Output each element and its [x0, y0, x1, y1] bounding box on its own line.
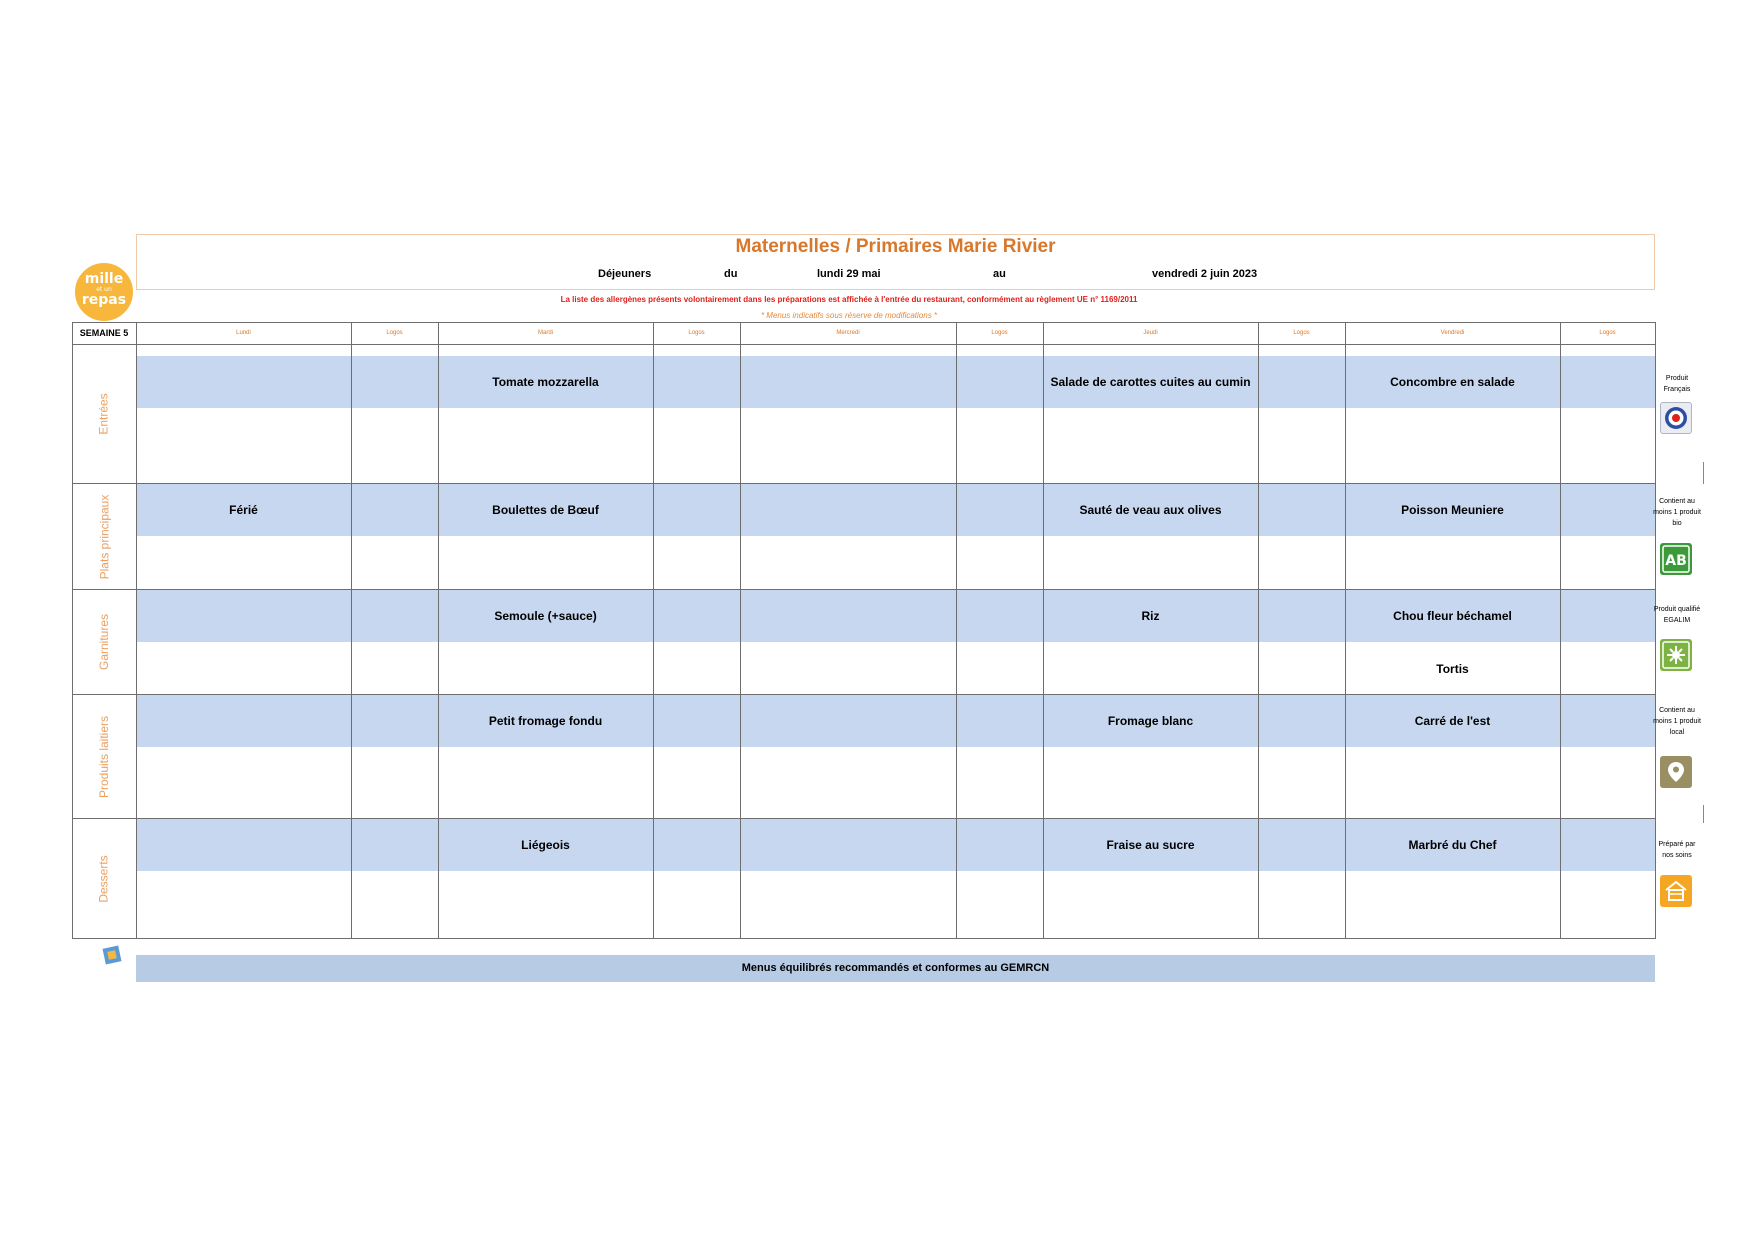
- category-label: Garnitures: [97, 613, 111, 671]
- divider: [1703, 462, 1704, 484]
- col-header-logos: Logos: [386, 330, 403, 336]
- legend-organic-label: Contient au moins 1 produit bio: [1653, 498, 1701, 527]
- end-date: vendredi 2 juin 2023: [1152, 268, 1258, 280]
- svg-text:AB: AB: [1665, 553, 1687, 569]
- grid-line: [72, 938, 1656, 939]
- col-header-wednesday: Mercredi: [836, 330, 860, 336]
- footer-badge-icon: [103, 946, 122, 965]
- col-header-logos: Logos: [688, 330, 705, 336]
- grid-line: [1258, 322, 1259, 939]
- col-header-tuesday: Mardi: [537, 330, 553, 336]
- egalim-graphic: [1660, 639, 1692, 671]
- legend-egalim-label: Produit qualifié EGALIM: [1653, 606, 1701, 624]
- to-label: au: [993, 268, 1006, 280]
- divider: [1703, 805, 1704, 823]
- dish-side-friday: Chou fleur béchamel: [1393, 609, 1512, 623]
- category-garnitures: [72, 590, 136, 694]
- legend-homemade-label: Préparé par nos soins: [1658, 841, 1696, 859]
- week-label: SEMAINE 5: [79, 328, 129, 338]
- grid-line: [72, 483, 1656, 484]
- grid-line: [72, 818, 1656, 819]
- category-label: Produits laitiers: [97, 715, 111, 798]
- dish-main-tuesday: Boulettes de Bœuf: [492, 503, 599, 517]
- category-laitiers: [72, 695, 136, 818]
- grid-line: [653, 322, 654, 939]
- dish-entree-friday: Concombre en salade: [1390, 375, 1515, 389]
- roundel-graphic: [1661, 403, 1691, 433]
- category-plats: [72, 484, 136, 589]
- dish-dairy-thursday: Fromage blanc: [1107, 714, 1194, 728]
- grid-line: [351, 322, 352, 939]
- col-header-thursday: Jeudi: [1143, 330, 1158, 336]
- page-title: Maternelles / Primaires Marie Rivier: [735, 236, 1056, 257]
- ab-graphic: [1660, 543, 1692, 575]
- menu-grid: [72, 322, 1656, 939]
- grid-line: [136, 322, 137, 939]
- grid-line: [72, 694, 1656, 695]
- pin-graphic: [1660, 756, 1692, 788]
- grid-line: [956, 322, 957, 939]
- grid-line: [72, 589, 1656, 590]
- dish-entree-tuesday: Tomate mozzarella: [492, 375, 599, 389]
- col-header-logos: Logos: [991, 330, 1008, 336]
- col-header-friday: Vendredi: [1440, 330, 1465, 336]
- category-desserts: [72, 819, 136, 938]
- grid-line: [1560, 322, 1561, 939]
- house-graphic: [1660, 875, 1692, 907]
- dish-side-tuesday: Semoule (+sauce): [494, 609, 597, 623]
- homemade-icon: [1660, 875, 1692, 907]
- start-date: lundi 29 mai: [817, 268, 881, 280]
- footer-banner: Menus équilibrés recommandés et conformes au GEMRCN: [136, 955, 1655, 982]
- indicative-notice: * Menus indicatifs sous réserve de modifications *: [760, 311, 938, 320]
- category-label: Entrées: [96, 393, 111, 435]
- local-pin-icon: [1660, 756, 1692, 788]
- dish-dairy-friday: Carré de l'est: [1414, 714, 1491, 728]
- category-label: Plats principaux: [97, 494, 111, 579]
- dish-dessert-thursday: Fraise au sucre: [1106, 838, 1195, 852]
- category-entrees: [72, 345, 136, 483]
- col-header-logos: Logos: [1293, 330, 1310, 336]
- legend-french-label: Produit Français: [1663, 375, 1691, 393]
- logo-text-middle: et un: [96, 286, 112, 293]
- dish-entree-thursday: Salade de carottes cuites au cumin: [1050, 375, 1251, 389]
- legend-local-label: Contient au moins 1 produit local: [1653, 707, 1701, 736]
- col-header-logos: Logos: [1599, 330, 1616, 336]
- dish-dairy-tuesday: Petit fromage fondu: [488, 714, 603, 728]
- dish-side-thursday: Riz: [1141, 609, 1160, 623]
- logo-text-bottom: repas: [81, 292, 127, 308]
- egalim-icon: [1660, 639, 1692, 671]
- dish-main-friday: Poisson Meuniere: [1401, 503, 1504, 517]
- grid-line: [740, 322, 741, 939]
- french-product-icon: [1660, 402, 1692, 434]
- dish-side-friday-2: Tortis: [1436, 662, 1469, 676]
- grid-line: [72, 344, 1656, 345]
- from-label: du: [724, 268, 738, 280]
- meal-label: Déjeuners: [598, 268, 652, 280]
- brand-logo: [75, 263, 133, 321]
- dish-main-monday: Férié: [229, 503, 258, 517]
- col-header-monday: Lundi: [236, 330, 251, 336]
- dish-dessert-friday: Marbré du Chef: [1408, 838, 1497, 852]
- allergen-notice: La liste des allergènes présents volontairement dans les préparations est affichée à l'entrée du restaurant, conformément au règlement UE n° 1169/2011: [560, 295, 1138, 304]
- dish-main-thursday: Sauté de veau aux olives: [1079, 503, 1222, 517]
- category-label: Desserts: [97, 854, 111, 903]
- dish-dessert-tuesday: Liégeois: [521, 838, 570, 852]
- organic-ab-icon: [1660, 543, 1692, 575]
- logo-text-top: mille: [84, 271, 124, 287]
